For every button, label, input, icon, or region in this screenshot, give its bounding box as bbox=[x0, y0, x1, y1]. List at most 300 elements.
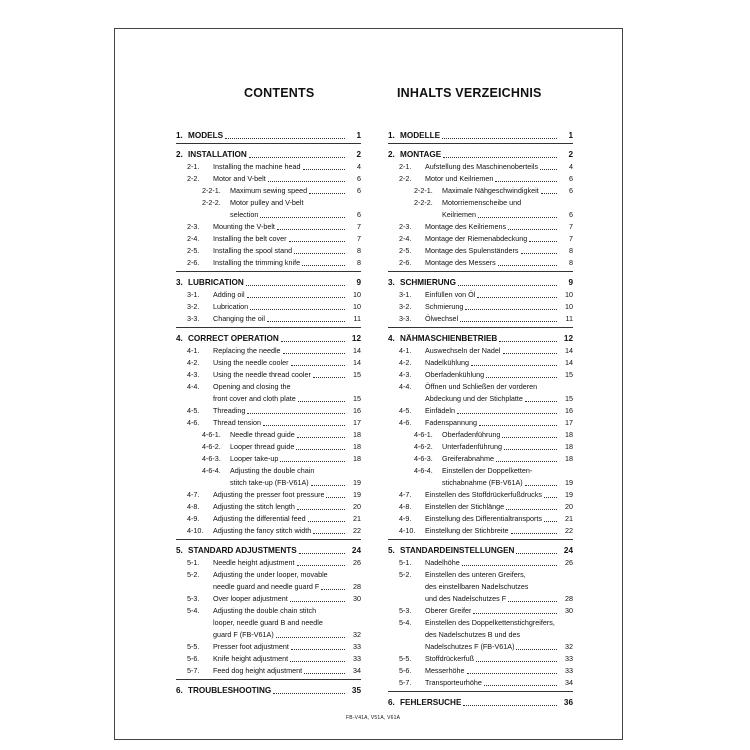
toc-page-number: 24 bbox=[351, 546, 361, 555]
toc-entry-title: LUBRICATION bbox=[188, 278, 244, 287]
toc-dot-leader bbox=[541, 193, 557, 194]
toc-entry-title: Adjusting the under looper, movable bbox=[213, 570, 328, 579]
toc-page-number: 14 bbox=[353, 358, 361, 367]
toc-entry bbox=[176, 381, 361, 393]
toc-page-number: 7 bbox=[357, 234, 361, 243]
toc-entry bbox=[388, 465, 573, 477]
section-divider bbox=[176, 143, 361, 144]
toc-dot-leader bbox=[476, 661, 557, 662]
toc-dot-leader bbox=[498, 265, 557, 266]
toc-entry-title: Adjusting the stitch length bbox=[213, 502, 295, 511]
toc-entry bbox=[176, 453, 361, 465]
toc-page-number: 9 bbox=[356, 278, 361, 287]
toc-page-number: 15 bbox=[353, 370, 361, 379]
toc-dot-leader bbox=[311, 485, 345, 486]
toc-entry-title: looper, needle guard B and needle bbox=[213, 618, 323, 627]
toc-entry bbox=[388, 617, 573, 629]
toc-page-number: 4 bbox=[357, 162, 361, 171]
toc-page-number: 12 bbox=[351, 334, 361, 343]
toc-entry-title: INSTALLATION bbox=[188, 150, 247, 159]
toc-entry bbox=[176, 245, 361, 257]
toc-dot-leader bbox=[442, 138, 557, 139]
toc-entry bbox=[176, 393, 361, 405]
toc-entry bbox=[176, 233, 361, 245]
toc-page-number: 35 bbox=[351, 686, 361, 695]
toc-entry-title: Adjusting the double chain bbox=[230, 466, 315, 475]
toc-section-heading bbox=[388, 696, 573, 709]
toc-entry bbox=[176, 581, 361, 593]
toc-entry-number: 4-6-2. bbox=[414, 442, 433, 451]
toc-entry bbox=[176, 161, 361, 173]
toc-page-number: 10 bbox=[565, 302, 573, 311]
toc-dot-leader bbox=[516, 553, 557, 554]
toc-dot-leader bbox=[486, 377, 557, 378]
toc-entry-number: 4-4. bbox=[187, 382, 200, 391]
toc-section-heading bbox=[176, 129, 361, 142]
toc-entry-number: 5-6. bbox=[399, 666, 412, 675]
toc-entry bbox=[176, 653, 361, 665]
toc-entry bbox=[176, 665, 361, 677]
toc-entry-number: 2. bbox=[176, 150, 183, 159]
toc-entry-title: Oberer Greifer bbox=[425, 606, 472, 615]
toc-entry-title: Keilriemen bbox=[442, 210, 476, 219]
toc-page-number: 8 bbox=[357, 258, 361, 267]
toc-dot-leader bbox=[525, 401, 557, 402]
toc-page-number: 14 bbox=[565, 346, 573, 355]
toc-entry-number: 3-2. bbox=[187, 302, 200, 311]
toc-dot-leader bbox=[249, 157, 345, 158]
toc-entry-number: 4-3. bbox=[399, 370, 412, 379]
toc-dot-leader bbox=[291, 365, 345, 366]
toc-entry-number: 4-9. bbox=[187, 514, 200, 523]
toc-entry-number: 2-3. bbox=[187, 222, 200, 231]
toc-entry-title: Thread tension bbox=[213, 418, 261, 427]
toc-dot-leader bbox=[298, 401, 345, 402]
toc-page-number: 2 bbox=[356, 150, 361, 159]
toc-entry bbox=[176, 301, 361, 313]
toc-entry-title: Montage des Spulenständers bbox=[425, 246, 519, 255]
toc-entry-title: Einstellung der Stichbreite bbox=[425, 526, 509, 535]
toc-page-number: 7 bbox=[357, 222, 361, 231]
toc-entry-number: 1. bbox=[176, 131, 183, 140]
toc-entry bbox=[388, 197, 573, 209]
toc-entry-number: 5. bbox=[176, 546, 183, 555]
toc-entry-number: 2-3. bbox=[399, 222, 412, 231]
toc-entry-title: Adjusting the fancy stitch width bbox=[213, 526, 312, 535]
toc-entry bbox=[388, 525, 573, 537]
toc-page-number: 16 bbox=[565, 406, 573, 415]
toc-dot-leader bbox=[296, 449, 345, 450]
section-divider bbox=[176, 539, 361, 540]
toc-entry-title: STANDARD ADJUSTMENTS bbox=[188, 546, 297, 555]
toc-page-number: 12 bbox=[563, 334, 573, 343]
toc-entry bbox=[388, 665, 573, 677]
toc-page-number: 6 bbox=[569, 186, 573, 195]
toc-page-number: 17 bbox=[565, 418, 573, 427]
toc-entry bbox=[388, 677, 573, 689]
toc-entry-title: Greiferabnahme bbox=[442, 454, 494, 463]
toc-page-number: 10 bbox=[565, 290, 573, 299]
toc-page-number: 6 bbox=[357, 174, 361, 183]
toc-entry-number: 4-6-1. bbox=[202, 430, 221, 439]
toc-entry bbox=[176, 629, 361, 641]
toc-dot-leader bbox=[297, 509, 345, 510]
toc-entry-number: 4-6-4. bbox=[202, 466, 221, 475]
toc-entry bbox=[176, 345, 361, 357]
toc-dot-leader bbox=[458, 285, 557, 286]
toc-entry bbox=[176, 557, 361, 569]
toc-section-heading bbox=[388, 148, 573, 161]
toc-entry bbox=[176, 513, 361, 525]
toc-entry-number: 4-2. bbox=[399, 358, 412, 367]
toc-entry-number: 4-3. bbox=[187, 370, 200, 379]
toc-entry-number: 5-2. bbox=[399, 570, 412, 579]
toc-entry-number: 1. bbox=[388, 131, 395, 140]
toc-entry bbox=[176, 605, 361, 617]
toc-entry-title: Abdeckung und der Stichplatte bbox=[425, 394, 523, 403]
toc-entry-number: 2-5. bbox=[187, 246, 200, 255]
toc-page-number: 1 bbox=[356, 131, 361, 140]
toc-dot-leader bbox=[294, 253, 345, 254]
toc-dot-leader bbox=[289, 241, 345, 242]
toc-dot-leader bbox=[511, 533, 557, 534]
toc-entry-number: 2-1. bbox=[399, 162, 412, 171]
toc-entry bbox=[388, 441, 573, 453]
toc-dot-leader bbox=[506, 509, 557, 510]
toc-entry-title: Needle thread guide bbox=[230, 430, 295, 439]
toc-entry bbox=[176, 417, 361, 429]
toc-entry bbox=[176, 185, 361, 197]
toc-entry-title: Einfädeln bbox=[425, 406, 455, 415]
toc-dot-leader bbox=[502, 437, 557, 438]
toc-page-number: 10 bbox=[353, 290, 361, 299]
toc-dot-leader bbox=[516, 649, 557, 650]
toc-section-heading bbox=[176, 148, 361, 161]
toc-entry bbox=[176, 221, 361, 233]
toc-dot-leader bbox=[299, 553, 345, 554]
toc-dot-leader bbox=[304, 673, 345, 674]
toc-page-number: 18 bbox=[353, 454, 361, 463]
toc-entry-title: Auswechseln der Nadel bbox=[425, 346, 501, 355]
section-divider bbox=[388, 327, 573, 328]
toc-entry-title: Schmierung bbox=[425, 302, 464, 311]
section-divider bbox=[388, 691, 573, 692]
toc-entry-number: 4-10. bbox=[187, 526, 204, 535]
toc-page-number: 6 bbox=[569, 210, 573, 219]
toc-entry-number: 4-7. bbox=[187, 490, 200, 499]
toc-entry-title: Lubrication bbox=[213, 302, 249, 311]
section-divider bbox=[388, 539, 573, 540]
toc-entry-number: 4. bbox=[388, 334, 395, 343]
toc-entry bbox=[176, 641, 361, 653]
toc-dot-leader bbox=[313, 533, 345, 534]
toc-entry bbox=[388, 557, 573, 569]
toc-page-number: 20 bbox=[353, 502, 361, 511]
toc-dot-leader bbox=[273, 693, 345, 694]
toc-dot-leader bbox=[291, 649, 345, 650]
toc-entry-title: Installing the trimming knife bbox=[213, 258, 301, 267]
toc-page-number: 1 bbox=[568, 131, 573, 140]
toc-dot-leader bbox=[260, 217, 345, 218]
toc-entry-title: Stoffdrückerfuß bbox=[425, 654, 475, 663]
toc-entry bbox=[388, 489, 573, 501]
toc-page-number: 33 bbox=[565, 666, 573, 675]
toc-entry-title: Öffnen und Schließen der vorderen bbox=[425, 382, 538, 391]
toc-entry bbox=[388, 605, 573, 617]
toc-entry-title: Threading bbox=[213, 406, 246, 415]
toc-dot-leader bbox=[303, 169, 345, 170]
toc-entry bbox=[388, 405, 573, 417]
toc-entry-number: 5-5. bbox=[399, 654, 412, 663]
toc-entry-title: Using the needle thread cooler bbox=[213, 370, 311, 379]
toc-entry-number: 5-4. bbox=[187, 606, 200, 615]
toc-entry-title: Transporteurhöhe bbox=[425, 678, 482, 687]
toc-entry-title: Opening and closing the bbox=[213, 382, 291, 391]
toc-entry-number: 3. bbox=[176, 278, 183, 287]
toc-entry bbox=[388, 313, 573, 325]
toc-entry-title: Adjusting the presser foot pressure bbox=[213, 490, 325, 499]
toc-entry-title: needle guard and needle guard F bbox=[213, 582, 320, 591]
toc-entry-title: Installing the machine head bbox=[213, 162, 301, 171]
toc-dot-leader bbox=[544, 497, 557, 498]
toc-dot-leader bbox=[484, 685, 557, 686]
toc-entry-number: 4-5. bbox=[399, 406, 412, 415]
manual-page bbox=[114, 28, 623, 740]
toc-entry-number: 2-2-1. bbox=[202, 186, 221, 195]
toc-page-number: 18 bbox=[565, 454, 573, 463]
toc-entry-number: 4-6-1. bbox=[414, 430, 433, 439]
toc-entry-title: SCHMIERUNG bbox=[400, 278, 456, 287]
toc-entry bbox=[176, 489, 361, 501]
inhalts-verzeichnis-title: INHALTS VERZEICHNIS bbox=[397, 86, 542, 100]
toc-entry-title: NÄHMASCHIENBETRIEB bbox=[400, 334, 498, 343]
toc-entry-number: 2-2-1. bbox=[414, 186, 433, 195]
toc-entry-title: Feed dog height adjustment bbox=[213, 666, 303, 675]
toc-page-number: 26 bbox=[565, 558, 573, 567]
toc-section-heading bbox=[388, 332, 573, 345]
toc-dot-leader bbox=[280, 461, 345, 462]
toc-dot-leader bbox=[457, 413, 557, 414]
toc-dot-leader bbox=[225, 138, 345, 139]
section-divider bbox=[176, 271, 361, 272]
toc-dot-leader bbox=[321, 589, 345, 590]
toc-entry-number: 6. bbox=[176, 686, 183, 695]
toc-dot-leader bbox=[302, 265, 345, 266]
toc-page-number: 14 bbox=[353, 346, 361, 355]
toc-entry-title: Needle height adjustment bbox=[213, 558, 295, 567]
toc-page-number: 18 bbox=[353, 430, 361, 439]
toc-page-number: 32 bbox=[565, 642, 573, 651]
toc-page-number: 2 bbox=[568, 150, 573, 159]
toc-section-heading bbox=[176, 332, 361, 345]
toc-entry bbox=[388, 569, 573, 581]
toc-entry-number: 4-6-3. bbox=[202, 454, 221, 463]
toc-entry bbox=[388, 393, 573, 405]
toc-entry bbox=[388, 209, 573, 221]
toc-entry bbox=[176, 617, 361, 629]
toc-entry bbox=[176, 313, 361, 325]
toc-page-number: 15 bbox=[353, 394, 361, 403]
toc-dot-leader bbox=[247, 297, 345, 298]
toc-entry bbox=[388, 369, 573, 381]
toc-entry-number: 2-1. bbox=[187, 162, 200, 171]
toc-dot-leader bbox=[503, 353, 557, 354]
toc-page-number: 18 bbox=[353, 442, 361, 451]
toc-entry-title: guard F (FB-V61A) bbox=[213, 630, 274, 639]
section-divider bbox=[176, 327, 361, 328]
toc-entry-title: Looper take-up bbox=[230, 454, 279, 463]
toc-page-number: 19 bbox=[565, 478, 573, 487]
toc-entry-number: 4-6-2. bbox=[202, 442, 221, 451]
toc-dot-leader bbox=[268, 181, 345, 182]
toc-page-number: 34 bbox=[565, 678, 573, 687]
toc-page-number: 21 bbox=[353, 514, 361, 523]
toc-entry-number: 4-5. bbox=[187, 406, 200, 415]
toc-entry-number: 4-4. bbox=[399, 382, 412, 391]
toc-entry-number: 4-1. bbox=[187, 346, 200, 355]
toc-entry-number: 4-9. bbox=[399, 514, 412, 523]
toc-page-number: 6 bbox=[357, 186, 361, 195]
section-divider bbox=[176, 679, 361, 680]
toc-section-heading bbox=[176, 684, 361, 697]
toc-entry-number: 2-2. bbox=[399, 174, 412, 183]
toc-entry-title: Nadelschutzes F (FB-V61A) bbox=[425, 642, 515, 651]
toc-page-number: 30 bbox=[353, 594, 361, 603]
toc-entry-title: Over looper adjustment bbox=[213, 594, 288, 603]
toc-dot-leader bbox=[473, 613, 557, 614]
toc-dot-leader bbox=[297, 437, 345, 438]
contents-title: CONTENTS bbox=[244, 86, 315, 100]
toc-entry-title: Motorriemenscheibe und bbox=[442, 198, 522, 207]
section-divider bbox=[388, 271, 573, 272]
toc-dot-leader bbox=[479, 425, 557, 426]
toc-dot-leader bbox=[283, 353, 345, 354]
toc-entry-number: 3-1. bbox=[187, 290, 200, 299]
toc-entry-number: 5-6. bbox=[187, 654, 200, 663]
toc-entry-title: Unterfadenführung bbox=[442, 442, 502, 451]
toc-page-number: 33 bbox=[353, 642, 361, 651]
toc-page-number: 21 bbox=[565, 514, 573, 523]
toc-page-number: 4 bbox=[569, 162, 573, 171]
toc-page-number: 7 bbox=[569, 234, 573, 243]
toc-dot-leader bbox=[495, 181, 557, 182]
toc-dot-leader bbox=[478, 217, 557, 218]
toc-entry-title: TROUBLESHOOTING bbox=[188, 686, 272, 695]
toc-entry-number: 3-3. bbox=[187, 314, 200, 323]
toc-page-number: 33 bbox=[565, 654, 573, 663]
toc-entry-number: 5. bbox=[388, 546, 395, 555]
toc-page-number: 9 bbox=[568, 278, 573, 287]
toc-entry-number: 4-6-4. bbox=[414, 466, 433, 475]
toc-entry-title: FEHLERSUCHE bbox=[400, 698, 462, 707]
toc-page-number: 8 bbox=[569, 246, 573, 255]
toc-page-number: 26 bbox=[353, 558, 361, 567]
toc-dot-leader bbox=[496, 461, 557, 462]
toc-page-number: 34 bbox=[353, 666, 361, 675]
toc-dot-leader bbox=[477, 297, 557, 298]
toc-page-number: 36 bbox=[563, 698, 573, 707]
toc-entry-number: 4-7. bbox=[399, 490, 412, 499]
toc-entry-number: 4-1. bbox=[399, 346, 412, 355]
toc-dot-leader bbox=[297, 565, 345, 566]
toc-entry-title: stichabnahme (FB-V61A) bbox=[442, 478, 523, 487]
toc-entry-number: 2. bbox=[388, 150, 395, 159]
toc-page-number: 6 bbox=[357, 210, 361, 219]
toc-entry-number: 5-3. bbox=[399, 606, 412, 615]
toc-entry-title: Oberfadenführung bbox=[442, 430, 501, 439]
toc-page-number: 17 bbox=[353, 418, 361, 427]
toc-dot-leader bbox=[499, 341, 557, 342]
toc-entry-number: 5-7. bbox=[187, 666, 200, 675]
toc-entry-number: 4-10. bbox=[399, 526, 416, 535]
toc-dot-leader bbox=[308, 521, 345, 522]
toc-page-number: 18 bbox=[565, 442, 573, 451]
toc-section-heading bbox=[176, 544, 361, 557]
toc-dot-leader bbox=[544, 521, 557, 522]
toc-entry-number: 2-2-2. bbox=[414, 198, 433, 207]
toc-entry-title: Changing the oil bbox=[213, 314, 265, 323]
toc-entry bbox=[176, 441, 361, 453]
toc-entry-title: Einstellen der Doppelketten- bbox=[442, 466, 533, 475]
toc-entry-title: Adding oil bbox=[213, 290, 245, 299]
toc-section-heading bbox=[176, 276, 361, 289]
toc-entry-number: 2-6. bbox=[399, 258, 412, 267]
toc-entry bbox=[388, 581, 573, 593]
toc-entry bbox=[388, 477, 573, 489]
toc-entry-title: MONTAGE bbox=[400, 150, 442, 159]
toc-dot-leader bbox=[465, 309, 557, 310]
toc-page-number: 8 bbox=[569, 258, 573, 267]
toc-entry bbox=[176, 369, 361, 381]
toc-dot-leader bbox=[462, 565, 557, 566]
toc-dot-leader bbox=[326, 497, 345, 498]
toc-entry bbox=[388, 345, 573, 357]
toc-entry-title: Presser foot adjustment bbox=[213, 642, 289, 651]
toc-entry-number: 5-3. bbox=[187, 594, 200, 603]
toc-entry-number: 2-2-2. bbox=[202, 198, 221, 207]
toc-page-number: 18 bbox=[565, 430, 573, 439]
contents-column-english bbox=[176, 129, 361, 697]
toc-entry-title: Montage des Keilriemens bbox=[425, 222, 507, 231]
toc-entry-title: selection bbox=[230, 210, 259, 219]
toc-dot-leader bbox=[504, 449, 557, 450]
toc-entry-title: Nadelkühlung bbox=[425, 358, 469, 367]
toc-entry bbox=[176, 501, 361, 513]
toc-entry-number: 4-8. bbox=[187, 502, 200, 511]
toc-page-number: 19 bbox=[353, 490, 361, 499]
toc-entry bbox=[388, 257, 573, 269]
toc-entry-title: Montage der Riemenabdeckung bbox=[425, 234, 528, 243]
toc-dot-leader bbox=[529, 241, 557, 242]
toc-entry bbox=[176, 289, 361, 301]
toc-dot-leader bbox=[247, 413, 345, 414]
toc-entry-number: 2-5. bbox=[399, 246, 412, 255]
toc-dot-leader bbox=[508, 229, 557, 230]
toc-entry-number: 2-4. bbox=[187, 234, 200, 243]
toc-entry-title: Maximum sewing speed bbox=[230, 186, 308, 195]
toc-entry bbox=[176, 197, 361, 209]
toc-entry-title: Einstellung des Differentialtransports bbox=[425, 514, 542, 523]
toc-entry-title: MODELLE bbox=[400, 131, 441, 140]
toc-entry-title: Using the needle cooler bbox=[213, 358, 289, 367]
toc-entry bbox=[388, 289, 573, 301]
toc-page-number: 8 bbox=[357, 246, 361, 255]
toc-entry-title: Installing the spool stand bbox=[213, 246, 293, 255]
toc-entry-number: 4-6. bbox=[187, 418, 200, 427]
toc-entry bbox=[388, 629, 573, 641]
toc-entry bbox=[388, 429, 573, 441]
toc-entry bbox=[176, 569, 361, 581]
